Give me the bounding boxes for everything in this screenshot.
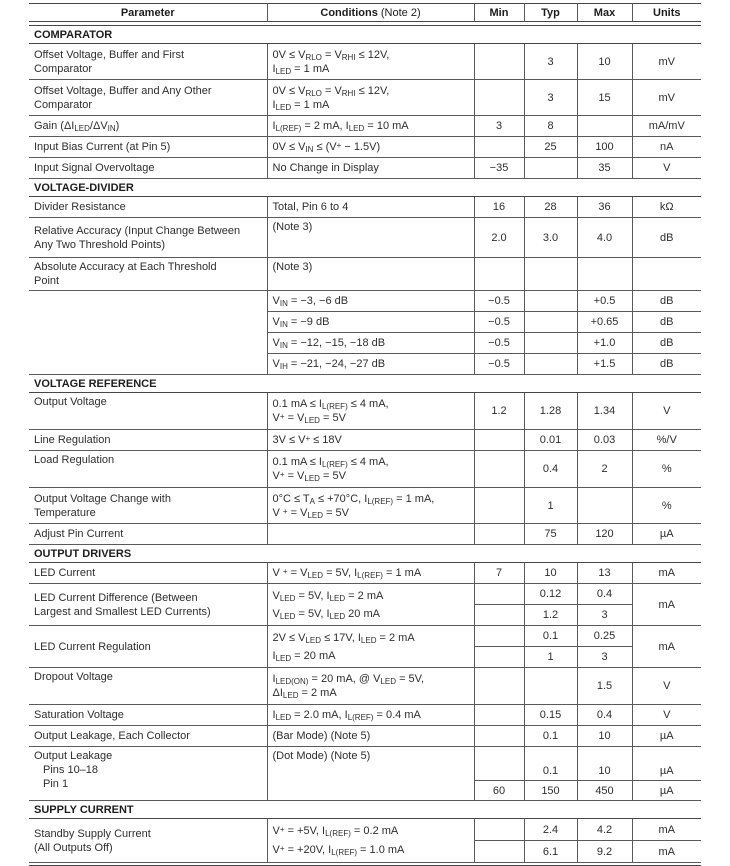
cond-cell: 3V ≤ V+ ≤ 18V (267, 430, 474, 451)
cond-cell: V $^+ = V_{LED} = 5V$, $I_{L(REF)} = 1$ mA (267, 563, 474, 584)
min-cell (474, 705, 524, 726)
conditions-note: (Note 2) (380, 6, 421, 19)
min-cell: −0.5 (474, 312, 524, 333)
units-cell: kΩ (632, 197, 701, 218)
min-cell (474, 819, 524, 841)
max-cell: 100 (577, 137, 632, 158)
typ-cell: 1.28 (524, 393, 577, 430)
units-cell (632, 258, 701, 291)
max-cell (577, 488, 632, 524)
typ-cell: 150 (524, 781, 577, 801)
max-cell: 3 (577, 647, 632, 668)
units-cell: mA (632, 819, 701, 841)
min-cell (474, 647, 524, 668)
section-voltage-divider (29, 179, 701, 197)
typ-cell: 0.1 (524, 747, 577, 781)
param-cell: Input Signal Overvoltage (29, 158, 267, 179)
cond-line: V+ = +20V, $I_{L(REF)} = 1.0$ mA (272, 843, 405, 857)
max-cell: 13 (577, 563, 632, 584)
max-cell: +1.0 (577, 333, 632, 354)
cond-cell: (Bar Mode) (Note 5) (267, 726, 474, 747)
units-cell: V (632, 158, 701, 179)
typ-cell: 75 (524, 524, 577, 545)
row-input-bias-current (29, 137, 701, 158)
units-cell: V (632, 393, 701, 430)
min-cell: 1.2 (474, 393, 524, 430)
table-bottom-double-rule (29, 863, 701, 866)
units-cell: mA (632, 626, 701, 668)
cond-cell: $0V \le V_{IN} \le (V^+ - 1.5V)$ (267, 137, 474, 158)
row-line-regulation (29, 430, 701, 451)
param-cell: Output Leakage, Each Collector (29, 726, 267, 747)
section-title: VOLTAGE REFERENCE (29, 375, 701, 393)
min-cell (474, 747, 524, 781)
max-cell: 36 (577, 197, 632, 218)
cond-cell: $I_{LED} = 2.0$ mA, $I_{L(REF)} = 0.4$ mA (267, 705, 474, 726)
max-cell: 120 (577, 524, 632, 545)
units-cell: µA (632, 747, 701, 781)
section-voltage-reference (29, 375, 701, 393)
col-header-max: Max (577, 4, 632, 22)
max-cell: 9.2 (577, 841, 632, 863)
min-cell (474, 137, 524, 158)
max-cell: 450 (577, 781, 632, 801)
min-cell (474, 524, 524, 545)
row-led-current-difference-1 (29, 584, 701, 605)
col-header-min: Min (474, 4, 524, 22)
section-title: VOLTAGE-DIVIDER (29, 179, 701, 197)
max-cell: 0.25 (577, 626, 632, 647)
typ-cell: 8 (524, 116, 577, 137)
row-led-current-regulation-1 (29, 626, 701, 647)
cond-cell: (Note 3) (267, 258, 474, 291)
param-cell: Relative Accuracy (Input Change Between Any Two Threshold Points) (29, 218, 267, 258)
row-input-signal-overvoltage (29, 158, 701, 179)
max-cell: 10 (577, 726, 632, 747)
min-cell (474, 80, 524, 116)
cond-cell (267, 819, 474, 863)
max-cell: +0.5 (577, 291, 632, 312)
electrical-characteristics-table (29, 3, 701, 866)
param-cell (29, 291, 267, 375)
min-cell (474, 626, 524, 647)
min-cell: −0.5 (474, 333, 524, 354)
datasheet-page (0, 3, 730, 858)
units-cell: % (632, 451, 701, 488)
typ-cell: 1 (524, 488, 577, 524)
min-cell (474, 258, 524, 291)
param-cell: Divider Resistance (29, 197, 267, 218)
row-load-regulation (29, 451, 701, 488)
section-comparator (29, 26, 701, 44)
max-cell: 0.4 (577, 584, 632, 605)
max-cell: 1.34 (577, 393, 632, 430)
row-standby-supply-1 (29, 819, 701, 841)
units-cell: % (632, 488, 701, 524)
cond-cell: $V_{IN} = -3$, −6 dB (267, 291, 474, 312)
section-title: COMPARATOR (29, 26, 701, 44)
cond-cell: $I_{L(REF)} = 2$ mA, $I_{LED} = 10$ mA (267, 116, 474, 137)
min-cell (474, 44, 524, 80)
min-cell: −35 (474, 158, 524, 179)
cond-cell: $V_{IN} = -12$, −15, −18 dB (267, 333, 474, 354)
max-cell: +0.65 (577, 312, 632, 333)
cond-cell: No Change in Display (267, 158, 474, 179)
min-cell: 7 (474, 563, 524, 584)
typ-cell: 0.1 (524, 726, 577, 747)
row-saturation-voltage (29, 705, 701, 726)
row-absolute-accuracy (29, 258, 701, 291)
row-output-voltage-temp-change (29, 488, 701, 524)
min-cell (474, 726, 524, 747)
col-header-typ: Typ (524, 4, 577, 22)
header-row (29, 4, 701, 22)
param-cell: Output Voltage (29, 393, 267, 430)
param-cell (29, 747, 267, 801)
units-cell: dB (632, 218, 701, 258)
row-adjust-pin-current (29, 524, 701, 545)
param-cell: Output Voltage Change with Temperature (29, 488, 267, 524)
min-cell (474, 605, 524, 626)
param-line: Output Leakage (34, 750, 113, 762)
max-cell (577, 116, 632, 137)
units-cell: µA (632, 726, 701, 747)
typ-cell: 3 (524, 80, 577, 116)
param-cell: Dropout Voltage (29, 668, 267, 705)
cond-cell (267, 626, 474, 668)
typ-cell: 2.4 (524, 819, 577, 841)
typ-cell: 0.12 (524, 584, 577, 605)
units-cell: µA (632, 524, 701, 545)
min-cell: −0.5 (474, 291, 524, 312)
typ-cell: 6.1 (524, 841, 577, 863)
units-cell: µA (632, 781, 701, 801)
units-cell: mA (632, 584, 701, 626)
row-dropout-voltage (29, 668, 701, 705)
units-cell: mV (632, 80, 701, 116)
typ-cell: 1.2 (524, 605, 577, 626)
section-title: OUTPUT DRIVERS (29, 545, 701, 563)
units-cell: dB (632, 291, 701, 312)
cond-cell (267, 524, 474, 545)
param-cell: LED Current Regulation (29, 626, 267, 668)
units-cell: dB (632, 354, 701, 375)
typ-cell (524, 291, 577, 312)
cond-cell: $0^\circ C \le T_A \le +70^\circ C$, $I_{L(REF)} = 1$ mA, V $^+ = V_{LED} = 5V$ (267, 488, 474, 524)
typ-cell: 1 (524, 647, 577, 668)
typ-cell (524, 158, 577, 179)
units-cell: mV (632, 44, 701, 80)
typ-cell (524, 258, 577, 291)
max-cell: 2 (577, 451, 632, 488)
param-cell: Load Regulation (29, 451, 267, 488)
cond-cell: (Note 3) (267, 218, 474, 258)
section-supply-current (29, 801, 701, 819)
cond-cell: 0.1 mA ≤ $I_{L(REF)} \le 4$ mA, $V^+ = V_{LED} = 5V$ (267, 451, 474, 488)
max-cell: 1.5 (577, 668, 632, 705)
row-divider-resistance (29, 197, 701, 218)
min-cell: 16 (474, 197, 524, 218)
typ-cell: 0.1 (524, 626, 577, 647)
param-line: Pins 10–18 (43, 764, 99, 776)
min-cell: 2.0 (474, 218, 524, 258)
max-cell: 4.2 (577, 819, 632, 841)
param-cell: Line Regulation (29, 430, 267, 451)
row-output-leakage-bar (29, 726, 701, 747)
row-gain (29, 116, 701, 137)
min-cell (474, 430, 524, 451)
units-cell: mA (632, 841, 701, 863)
cond-line: $I_{LED} = 20$ mA (272, 649, 336, 663)
param-cell: Standby Supply Current (All Outputs Off) (29, 819, 267, 863)
param-cell: LED Current (29, 563, 267, 584)
col-header-units: Units (632, 4, 701, 22)
min-cell: 3 (474, 116, 524, 137)
min-cell (474, 841, 524, 863)
typ-cell: 3 (524, 44, 577, 80)
typ-cell (524, 354, 577, 375)
cond-line: $2V \le V_{LED} \le 17V$, $I_{LED} = 2$ mA (272, 631, 415, 645)
cond-cell (267, 584, 474, 626)
row-offset-voltage-first (29, 44, 701, 80)
units-cell: mA/mV (632, 116, 701, 137)
row-offset-voltage-other (29, 80, 701, 116)
typ-cell: 0.15 (524, 705, 577, 726)
units-cell: V (632, 668, 701, 705)
units-cell: nA (632, 137, 701, 158)
typ-cell: 0.01 (524, 430, 577, 451)
section-title: SUPPLY CURRENT (29, 801, 701, 819)
cond-cell: Total, Pin 6 to 4 (267, 197, 474, 218)
min-cell (474, 668, 524, 705)
typ-cell: 3.0 (524, 218, 577, 258)
cond-line: $V_{LED} = 5V$, $I_{LED}$ 20 mA (272, 607, 380, 621)
typ-cell (524, 333, 577, 354)
param-cell: Offset Voltage, Buffer and First Comparator (29, 44, 267, 80)
units-cell: mA (632, 563, 701, 584)
conditions-label: Conditions (320, 6, 378, 19)
cond-cell: $0V \le V_{RLO} = V_{RHI} \le 12V$, $I_{LED} = 1$ mA (267, 44, 474, 80)
row-abs-accuracy-sub-1 (29, 291, 701, 312)
min-cell (474, 584, 524, 605)
param-line: Pin 1 (43, 778, 69, 790)
units-cell: dB (632, 333, 701, 354)
param-cell: Saturation Voltage (29, 705, 267, 726)
row-relative-accuracy (29, 218, 701, 258)
max-cell: 15 (577, 80, 632, 116)
param-cell: LED Current Difference (Between Largest and Smallest LED Currents) (29, 584, 267, 626)
param-cell: Offset Voltage, Buffer and Any Other Comparator (29, 80, 267, 116)
param-cell: Gain $(\Delta I_{LED}/\Delta V_{IN})$ (29, 116, 267, 137)
param-cell: Adjust Pin Current (29, 524, 267, 545)
cond-cell: 0.1 mA ≤ $I_{L(REF)} \le 4$ mA, $V^+ = V_{LED} = 5V$ (267, 393, 474, 430)
max-cell: 0.03 (577, 430, 632, 451)
param-cell: Input Bias Current (at Pin 5) (29, 137, 267, 158)
section-output-drivers (29, 545, 701, 563)
max-cell: 4.0 (577, 218, 632, 258)
max-cell (577, 258, 632, 291)
row-led-current (29, 563, 701, 584)
max-cell: +1.5 (577, 354, 632, 375)
typ-cell: 10 (524, 563, 577, 584)
cond-line: V+ = +5V, $I_{L(REF)} = 0.2$ mA (272, 824, 399, 838)
min-cell (474, 451, 524, 488)
cond-line: $V_{LED} = 5V$, $I_{LED} = 2$ mA (272, 589, 384, 603)
typ-cell: 25 (524, 137, 577, 158)
typ-cell (524, 312, 577, 333)
col-header-conditions (267, 4, 474, 22)
cond-cell: (Dot Mode) (Note 5) (267, 747, 474, 801)
max-cell: 35 (577, 158, 632, 179)
max-cell: 10 (577, 44, 632, 80)
min-cell: 60 (474, 781, 524, 801)
typ-cell: 28 (524, 197, 577, 218)
col-header-parameter: Parameter (29, 4, 267, 22)
max-cell: 0.4 (577, 705, 632, 726)
param-cell: Absolute Accuracy at Each Threshold Point (29, 258, 267, 291)
units-cell: V (632, 705, 701, 726)
cond-cell: $0V \le V_{RLO} = V_{RHI} \le 12V$, $I_{LED} = 1$ mA (267, 80, 474, 116)
max-cell: 10 (577, 747, 632, 781)
max-cell: 3 (577, 605, 632, 626)
cond-cell: $V_{IH} = -21$, −24, −27 dB (267, 354, 474, 375)
cond-cell: $I_{LED(ON)} = 20$ mA, @ $V_{LED} = 5V$, $\Delta I_{LED} = 2$ mA (267, 668, 474, 705)
typ-cell (524, 668, 577, 705)
units-cell: %/V (632, 430, 701, 451)
min-cell: −0.5 (474, 354, 524, 375)
cond-cell: $V_{IN} = -9$ dB (267, 312, 474, 333)
min-cell (474, 488, 524, 524)
row-output-voltage (29, 393, 701, 430)
row-output-leakage-dot-1 (29, 747, 701, 781)
typ-cell: 0.4 (524, 451, 577, 488)
units-cell: dB (632, 312, 701, 333)
